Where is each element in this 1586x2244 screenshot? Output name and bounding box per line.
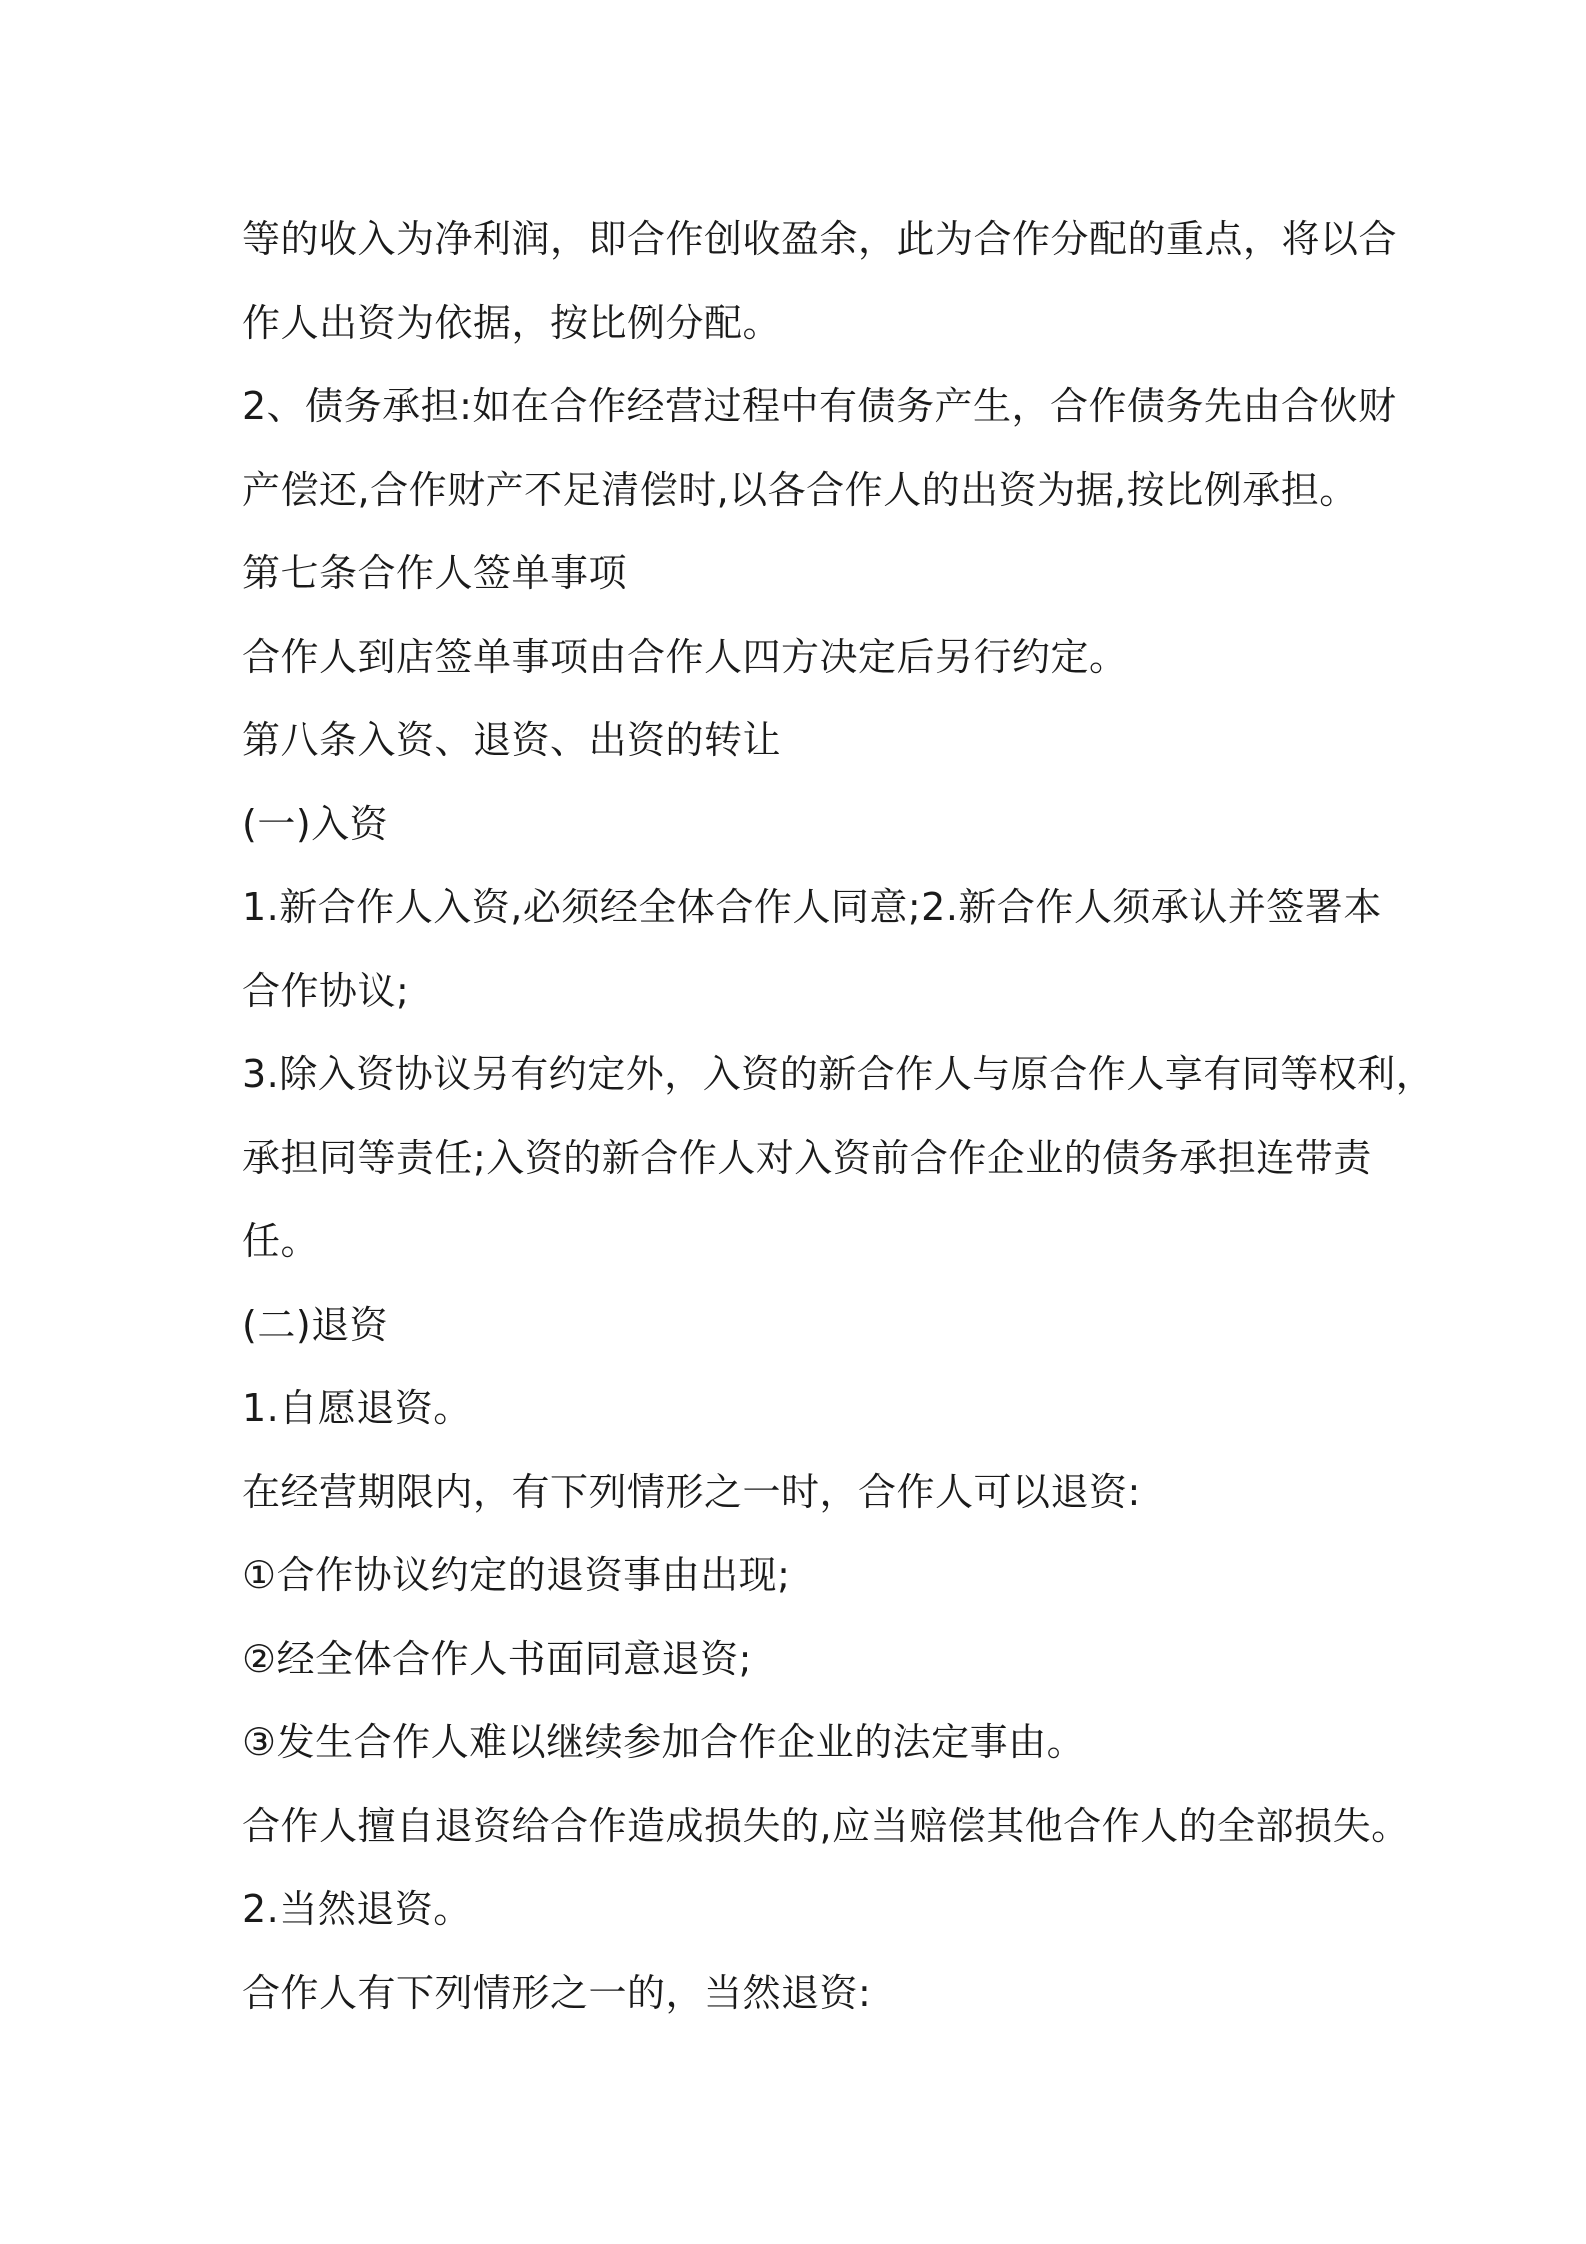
subheading-capital-entry: (一)入资 [242, 801, 389, 846]
text-line: 2、债务承担:如在合作经营过程中有债务产生，合作债务先由合伙财 [242, 384, 1397, 428]
text-line: 产偿还,合作财产不足清偿时,以各合作人的出资为据,按比例承担。 [242, 467, 1358, 512]
text-line: 作人出资为依据，按比例分配。 [242, 300, 782, 345]
section-heading-article-8: 第八条入资、退资、出资的转让 [242, 718, 782, 762]
text-line: 任。 [242, 1219, 320, 1263]
text-line: 合作人擅自退资给合作造成损失的,应当赔偿其他合作人的全部损失。 [242, 1803, 1410, 1848]
text-line: 等的收入为净利润，即合作创收盈余，此为合作分配的重点，将以合 [242, 217, 1398, 261]
text-line: 1.自愿退资。 [242, 1386, 472, 1430]
list-item: ①合作协议约定的退资事由出现; [242, 1553, 791, 1597]
text-line: 合作人有下列情形之一的，当然退资: [242, 1970, 872, 2015]
text-line: 1.新合作人入资,必须经全体合作人同意;2.新合作人须承认并签署本 [242, 885, 1382, 929]
text-line: 合作人到店签单事项由合作人四方决定后另行约定。 [242, 634, 1128, 679]
list-item: ②经全体合作人书面同意退资; [242, 1636, 752, 1681]
text-line: 2.当然退资。 [242, 1887, 472, 1931]
text-line: 承担同等责任;入资的新合作人对入资前合作企业的债务承担连带责 [242, 1135, 1372, 1180]
text-line: 3.除入资协议另有约定外，入资的新合作人与原合作人享有同等权利， [242, 1052, 1435, 1096]
document-body [242, 198, 1435, 2035]
text-line: 合作协议; [242, 968, 410, 1013]
list-item: ③发生合作人难以继续参加合作企业的法定事由。 [242, 1720, 1086, 1764]
text-line: 在经营期限内，有下列情形之一时，合作人可以退资: [242, 1469, 1141, 1514]
section-heading-article-7: 第七条合作人签单事项 [242, 551, 628, 595]
subheading-capital-withdrawal: (二)退资 [242, 1302, 389, 1347]
